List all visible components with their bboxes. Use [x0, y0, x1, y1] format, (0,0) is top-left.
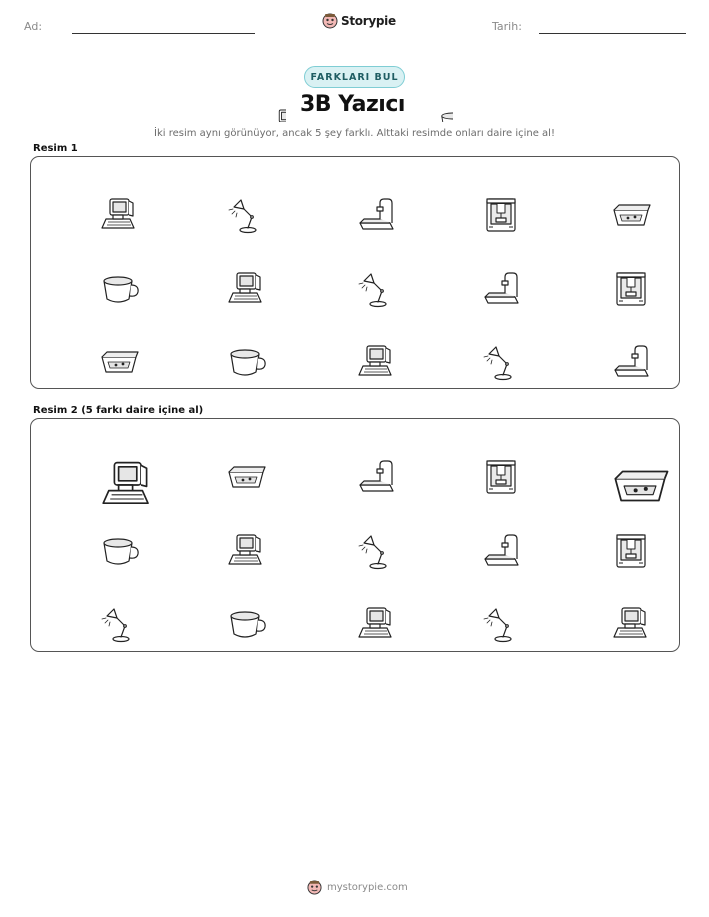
computer-icon [336, 322, 376, 362]
cup-icon [206, 322, 246, 362]
printer-picture [591, 249, 631, 289]
brand [322, 13, 396, 29]
footer [307, 880, 408, 895]
picture2-label: Resim 2 (5 farkı daire içine al) [33, 405, 204, 416]
badge-text: FARKLARI BUL [310, 71, 399, 83]
storypie-logo-icon [322, 13, 338, 29]
computer-icon [256, 92, 286, 122]
footer-site: mystorypie.com [327, 882, 408, 893]
picture1-label: Resim 1 [33, 143, 78, 154]
computer-icon [206, 249, 246, 289]
lamp-picture[interactable] [461, 584, 501, 624]
lamp-picture[interactable] [79, 584, 119, 624]
computer-picture[interactable] [71, 429, 127, 485]
cup-picture[interactable] [206, 584, 246, 624]
date-label: Tarih: [492, 20, 522, 33]
worksheet-header [0, 0, 709, 50]
name-line[interactable] [72, 33, 255, 34]
printer-icon [591, 249, 631, 289]
lamp-icon [461, 584, 501, 624]
lamp-icon [336, 249, 376, 289]
scale-picture[interactable] [336, 437, 376, 477]
tray-picture [591, 175, 631, 215]
brand-name: Storypie [341, 14, 396, 28]
page-title: 3B Yazıcı [300, 92, 405, 117]
tray-picture[interactable] [582, 428, 640, 486]
lamp-icon [206, 175, 246, 215]
computer-icon [591, 584, 631, 624]
name-label: Ad: [24, 20, 43, 33]
cup-icon [79, 249, 119, 289]
scale-icon [591, 322, 631, 362]
picture2-panel[interactable] [30, 418, 680, 652]
cup-icon [206, 584, 246, 624]
cup-icon [423, 92, 453, 122]
computer-picture[interactable] [336, 584, 376, 624]
tray-picture[interactable] [206, 437, 246, 477]
storypie-logo-icon [307, 880, 322, 895]
cup-picture [79, 249, 119, 289]
activity-badge [304, 66, 405, 88]
picture1-panel [30, 156, 680, 389]
scale-picture [461, 249, 501, 289]
computer-icon [206, 511, 246, 551]
scale-icon [461, 511, 501, 551]
scale-picture[interactable] [461, 511, 501, 551]
cup-picture [206, 322, 246, 362]
date-line[interactable] [539, 33, 686, 34]
lamp-picture [206, 175, 246, 215]
computer-picture [206, 249, 246, 289]
tray-icon [206, 437, 246, 477]
computer-picture[interactable] [591, 584, 631, 624]
printer-picture[interactable] [591, 511, 631, 551]
cup-picture[interactable] [79, 511, 119, 551]
scale-picture [591, 322, 631, 362]
printer-picture [461, 175, 501, 215]
lamp-picture [461, 322, 501, 362]
printer-icon [461, 175, 501, 215]
printer-icon [591, 511, 631, 551]
computer-icon [336, 584, 376, 624]
lamp-picture[interactable] [336, 511, 376, 551]
computer-picture[interactable] [206, 511, 246, 551]
tray-icon [591, 175, 631, 215]
computer-icon [79, 175, 119, 215]
lamp-picture [336, 249, 376, 289]
computer-picture [336, 322, 376, 362]
instructions: İki resim aynı görünüyor, ancak 5 şey farklı. Alttaki resimde onları daire içine al! [154, 128, 555, 139]
scale-icon [336, 175, 376, 215]
lamp-icon [336, 511, 376, 551]
tray-icon [79, 322, 119, 362]
printer-picture[interactable] [461, 437, 501, 477]
lamp-icon [79, 584, 119, 624]
computer-picture [79, 175, 119, 215]
title-row [0, 90, 709, 124]
tray-picture [79, 322, 119, 362]
scale-icon [461, 249, 501, 289]
tray-icon [582, 428, 640, 486]
scale-icon [336, 437, 376, 477]
cup-icon [79, 511, 119, 551]
scale-picture [336, 175, 376, 215]
computer-icon [71, 429, 127, 485]
lamp-icon [461, 322, 501, 362]
printer-icon [461, 437, 501, 477]
